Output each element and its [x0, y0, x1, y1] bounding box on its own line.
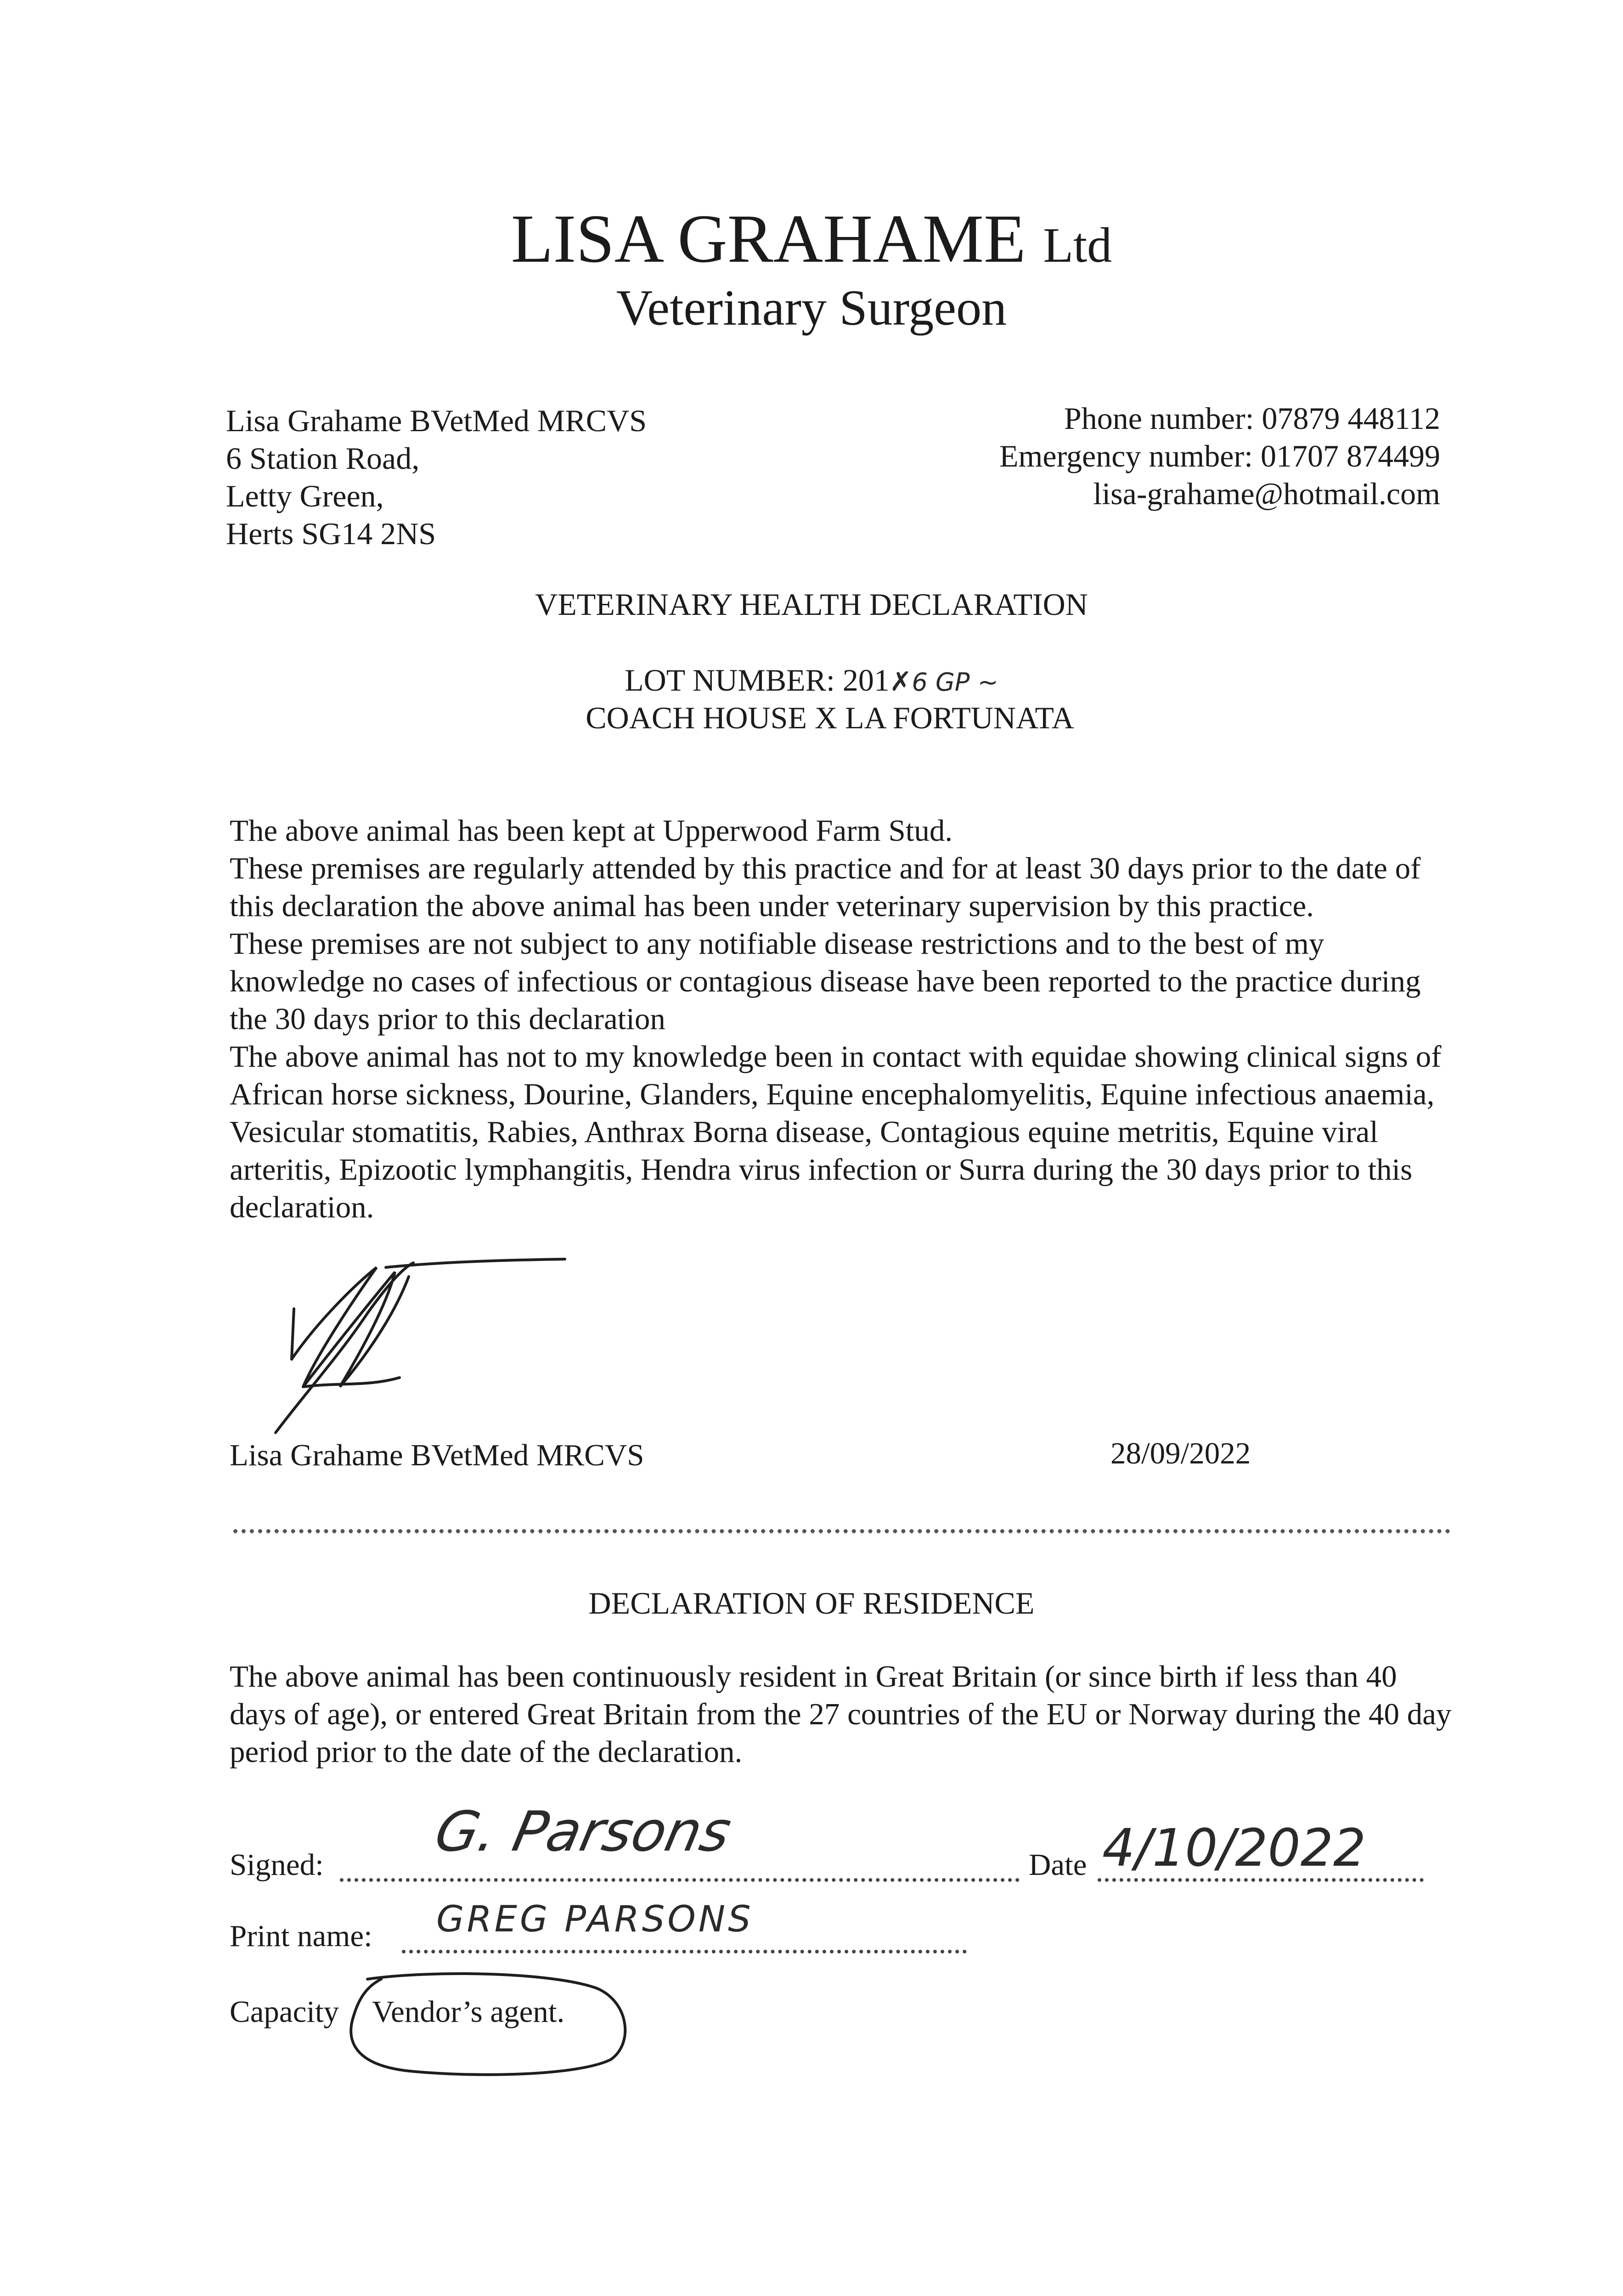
lot-number-label: LOT NUMBER: 201 — [625, 663, 890, 698]
signed-label: Signed: — [230, 1848, 324, 1882]
company-name — [0, 202, 1623, 282]
company-suffix: Ltd — [1043, 218, 1112, 273]
lot-number: LOT NUMBER: 201✗6 GP ~ — [625, 663, 998, 698]
email-address: lisa-grahame@hotmail.com — [1093, 476, 1440, 511]
date-label: Date — [1029, 1848, 1087, 1882]
contact-block — [999, 400, 1440, 512]
signed-dotted-line — [340, 1870, 1020, 1882]
print-name-dotted-line — [402, 1941, 967, 1953]
vet-signature-icon — [248, 1249, 597, 1442]
health-paragraph-4: The above animal has not to my knowledge been in contact with equidae showing clinical signs of African horse sickness, Dourine, Glanders, Equine encephalomyelitis, Equine infectious anaemia, Vesicular stomatitis, Rabies, Anthrax Borna disease, Contagious equine metritis, Equine viral arteritis, Epizootic lymphangitis, Hendra virus infection or Surra during the 30 days prior to this declaration. — [230, 1040, 1442, 1224]
address-line-2: 6 Station Road, — [226, 441, 420, 476]
health-declaration-body — [230, 812, 1460, 1226]
phone-number: Phone number: 07879 448112 — [1064, 401, 1440, 436]
residence-declaration-text: The above animal has been continuously resident in Great Britain (or since birth if less than 40 days of age), or entered Great Britain from the 27 countries of the EU or Norway during the 40 day period prior to the date of the declaration. — [230, 1660, 1452, 1769]
vet-declaration-date: 28/09/2022 — [1110, 1436, 1251, 1470]
vendor-signature: G. Parsons — [429, 1800, 737, 1864]
address-line-3: Letty Green, — [226, 478, 384, 513]
address-block — [226, 402, 647, 552]
address-line-1: Lisa Grahame BVetMed MRCVS — [226, 403, 647, 438]
capacity-label: Capacity — [230, 1995, 339, 2029]
health-paragraph-1: The above animal has been kept at Upperwood Farm Stud. — [230, 814, 953, 848]
address-line-4: Herts SG14 2NS — [226, 516, 436, 551]
lot-number-handwritten: ✗ — [889, 666, 912, 697]
print-name-handwritten: GREG PARSONS — [436, 1899, 754, 1940]
health-paragraph-2: These premises are regularly attended by this practice and for at least 30 days prior to the date of this declaration the above animal has been under veterinary supervision by this practice. — [230, 851, 1421, 923]
company-name-text: LISA GRAHAME — [511, 201, 1026, 277]
vet-signatory-name: Lisa Grahame BVetMed MRCVS — [230, 1438, 644, 1472]
health-declaration-heading: VETERINARY HEALTH DECLARATION — [535, 587, 1088, 622]
profession-title: Veterinary Surgeon — [616, 280, 1007, 336]
horse-name: COACH HOUSE X LA FORTUNATA — [586, 700, 1074, 735]
residence-declaration-heading: DECLARATION OF RESIDENCE — [588, 1586, 1035, 1621]
capacity-value: Vendor’s agent. — [372, 1995, 565, 2029]
emergency-number: Emergency number: 01707 874499 — [999, 439, 1440, 473]
section-divider — [233, 1529, 1450, 1533]
lot-number-handwritten-text: 6 GP — [912, 668, 970, 697]
residence-date-handwritten: 4/10/2022 — [1102, 1818, 1366, 1878]
health-paragraph-3: These premises are not subject to any notifiable disease restrictions and to the best of my knowledge no cases of infectious or contagious disease have been reported to the practice during the 30 days prior to this declaration — [230, 927, 1421, 1036]
print-name-label: Print name: — [230, 1919, 372, 1953]
